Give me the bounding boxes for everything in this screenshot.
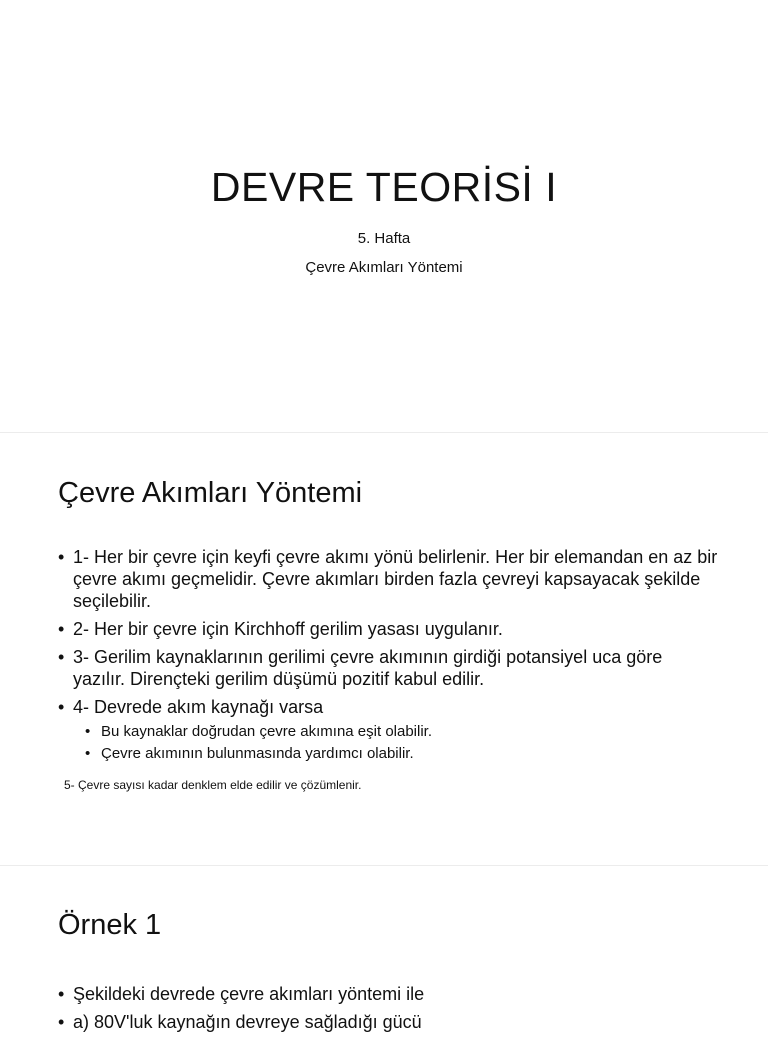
bullet-list <box>58 546 718 771</box>
presentation-title: DEVRE TEORİSİ I <box>210 164 558 210</box>
sub-list-item-text: Çevre akımının bulunmasında yardımcı olabilir. <box>101 745 414 762</box>
list-item <box>58 983 718 1005</box>
sub-bullet-list <box>85 721 718 765</box>
list-item <box>58 546 718 612</box>
topic-subtitle: Çevre Akımları Yöntemi <box>305 259 463 276</box>
list-item <box>58 696 718 765</box>
slide-heading: Çevre Akımları Yöntemi <box>58 477 363 509</box>
list-item-text: 3- Gerilim kaynaklarının gerilimi çevre akımının girdiği potansiyel uca göre yazılır. Dirençteki gerilim düşümü pozitif kabul edilir. <box>73 647 663 689</box>
list-item <box>58 1011 718 1033</box>
step-note: 5- Çevre sayısı kadar denklem elde edilir ve çözümlenir. <box>64 778 362 792</box>
bullet-list <box>58 983 718 1039</box>
slide-heading: Örnek 1 <box>58 909 162 941</box>
list-item-text: Şekildeki devrede çevre akımları yöntemi ile <box>73 984 425 1004</box>
sub-list-item <box>85 743 718 765</box>
list-item-text: 2- Her bir çevre için Kirchhoff gerilim yasası uygulanır. <box>73 619 503 639</box>
bullet-icon: • <box>58 697 65 717</box>
bullet-icon: • <box>58 547 65 567</box>
list-item-text: 1- Her bir çevre için keyfi çevre akımı yönü belirlenir. Her bir elemandan en az bir çevre akımı geçmelidir. Çevre akımları birden fazla çevreyi kapsayacak şekilde seçilebilir. <box>73 547 718 611</box>
week-subtitle: 5. Hafta <box>357 230 411 247</box>
bullet-icon: • <box>58 984 65 1004</box>
bullet-icon: • <box>58 1012 65 1032</box>
slide-title <box>0 0 768 432</box>
slide-method <box>0 433 768 865</box>
bullet-icon: • <box>85 745 91 762</box>
bullet-icon: • <box>58 647 65 667</box>
bullet-icon: • <box>85 723 91 740</box>
list-item <box>58 618 718 640</box>
bullet-icon: • <box>58 619 65 639</box>
list-item <box>58 646 718 690</box>
list-item-text: 4- Devrede akım kaynağı varsa <box>73 697 324 717</box>
list-item-text: a) 80V'luk kaynağın devreye sağladığı gücü <box>73 1012 422 1032</box>
sub-list-item-text: Bu kaynaklar doğrudan çevre akımına eşit olabilir. <box>101 723 433 740</box>
slide-example <box>0 866 768 1032</box>
sub-list-item <box>85 721 718 743</box>
